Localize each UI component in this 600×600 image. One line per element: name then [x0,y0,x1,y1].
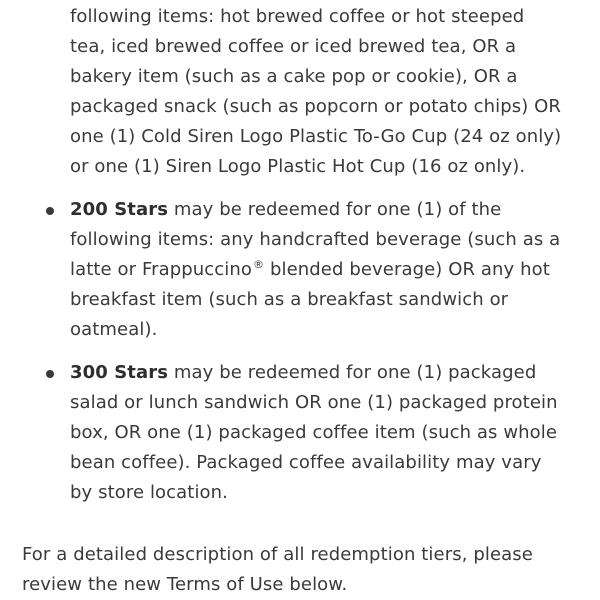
text-line: salad or lunch sandwich OR one (1) packaged protein [70,392,558,413]
text-line: or one (1) Siren Logo Plastic Hot Cup (16 oz only). [70,156,526,177]
tier-300-line [70,362,536,384]
text-line: one (1) Cold Siren Logo Plastic To-Go Cup (24 oz only) [70,126,562,147]
text-line: packaged snack (such as popcorn or potato chips) OR [70,96,562,117]
text-line: bean coffee). Packaged coffee availability may vary [70,452,542,473]
text-line: tea, iced brewed coffee or iced brewed tea, OR a [70,36,517,57]
tier-200-line [70,199,501,221]
registered-mark: ® [253,258,265,271]
bullet-icon [46,207,54,215]
tier-300-title: 300 Stars [70,362,169,383]
text-line: bakery item (such as a cake pop or cookie), OR a [70,66,518,87]
tier-200-title: 200 Stars [70,199,169,220]
text-span: blended beverage) OR any hot [264,259,550,280]
bullet-icon [46,370,54,378]
text-span: latte or Frappuccino [70,259,253,280]
text-line [70,259,550,283]
text-line: breakfast item (such as a breakfast sandwich or [70,289,509,310]
text-line: oatmeal). [70,319,158,340]
text-line: For a detailed description of all redemption tiers, please [22,544,533,565]
text-line: review the new Terms of Use below. [22,574,348,595]
text-line: box, OR one (1) packaged coffee item (such as whole [70,422,558,443]
tier-200-text: may be redeemed for one (1) of the [168,199,502,220]
text-line: following items: hot brewed coffee or hot steeped [70,6,525,27]
text-line: by store location. [70,482,228,503]
tier-300-text: may be redeemed for one (1) packaged [168,362,537,383]
text-line: following items: any handcrafted beverage (such as a [70,229,561,250]
